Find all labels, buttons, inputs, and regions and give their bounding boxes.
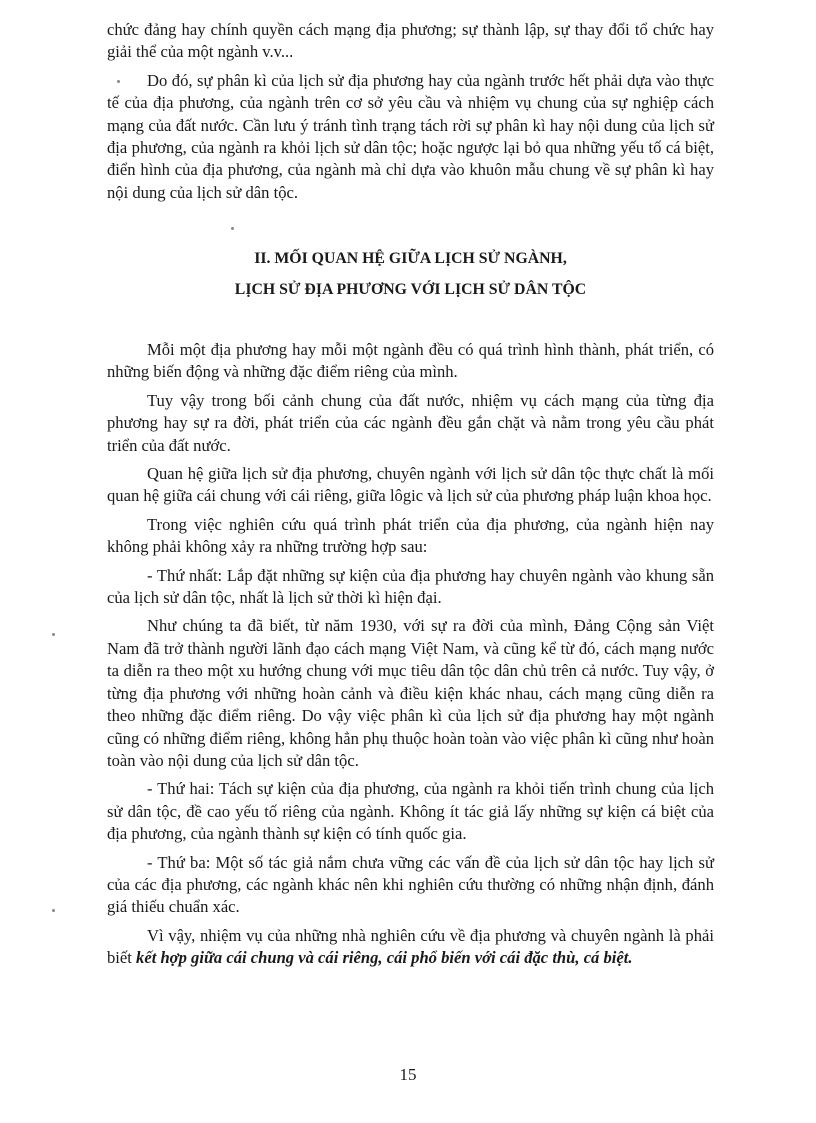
scan-speck [117, 80, 120, 83]
intro-section [107, 19, 714, 204]
list-item-first: - Thứ nhất: Lắp đặt những sự kiện của địa phương hay chuyên ngành vào khung sẵn của lịch sử dân tộc, nhất là lịch sử thời kì hiện đại. [107, 565, 714, 608]
body-paragraph: Như chúng ta đã biết, từ năm 1930, với sự ra đời của mình, Đảng Cộng sản Việt Nam đã trở thành người lãnh đạo cách mạng Việt Nam, và cũng kể từ đó, cách mạng nước ta diễn ra theo một xu hướng chung với mục tiêu dân tộc dân chủ trên cả nước. Tuy vậy, ở từng địa phương với những hoàn cảnh và điều kiện khác nhau, cách mạng cũng diễn ra theo những đặc điểm riêng. Do vậy việc phân kì của lịch sử địa phương hay một ngành cũng có những điểm riêng, không hẳn phụ thuộc hoàn toàn vào việc phân kì cũng như hoàn toàn vào nội dung của lịch sử dân tộc. [107, 616, 714, 770]
conclusion-lead-text: Vì vậy, nhiệm vụ của những nhà nghiên cứu về địa phương và chuyên ngành là phải biết [107, 925, 714, 968]
section-heading-line-1: II. MỐI QUAN HỆ GIỮA LỊCH SỬ NGÀNH, [254, 250, 567, 267]
body-paragraph: Quan hệ giữa lịch sử địa phương, chuyên ngành với lịch sử dân tộc thực chất là mối quan hệ giữa cái chung với cái riêng, giữa lôgic và lịch sử của phương pháp luận khoa học. [107, 464, 714, 506]
body-paragraph: Mỗi một địa phương hay mỗi một ngành đều có quá trình hình thành, phát triển, có những biến động và những đặc điểm riêng của mình. [107, 340, 714, 382]
scan-speck [52, 909, 55, 912]
list-item-second: - Thứ hai: Tách sự kiện của địa phương, của ngành ra khỏi tiến trình chung của lịch sử dân tộc, đề cao yếu tố riêng của ngành. Không ít tác giả lấy những sự kiện cá biệt của địa phương, của ngành thành sự kiện có tính quốc gia. [107, 779, 714, 844]
page-number: 15 [399, 1065, 417, 1084]
body-paragraph: Tuy vậy trong bối cảnh chung của đất nước, nhiệm vụ cách mạng của từng địa phương hay sự ra đời, phát triển của các ngành đều gắn chặt và nằm trong yêu cầu phát triển của đất nước. [107, 390, 714, 455]
intro-paragraph: Do đó, sự phân kì của lịch sử địa phương hay của ngành trước hết phải dựa vào thực tế của địa phương, của ngành trên cơ sở yêu cầu và nhiệm vụ chung của sự nghiệp cách mạng của đất nước. Cần lưu ý tránh tình trạng tách rời sự phân kì hay nội dung của lịch sử địa phương, của ngành ra khỏi lịch sử dân tộc; hoặc ngược lại bỏ qua những yếu tố cá biệt, điển hình của địa phương, của ngành mà chỉ dựa vào khuôn mẫu chung về sự phân kì hay nội dung của lịch sử dân tộc. [107, 70, 714, 202]
body-section [107, 339, 714, 970]
body-paragraph: Trong việc nghiên cứu quá trình phát triển của địa phương, của ngành hiện nay không phải không xảy ra những trường hợp sau: [107, 514, 714, 557]
scan-speck [52, 633, 55, 636]
list-item-third: - Thứ ba: Một số tác giả nắm chưa vững các vấn đề của lịch sử dân tộc hay lịch sử của các địa phương, các ngành khác nên khi nghiên cứu thường có những nhận định, đánh giá thiếu chuẩn xác. [107, 852, 714, 917]
conclusion-paragraph [107, 925, 714, 970]
scan-speck [231, 227, 234, 230]
section-heading-line-2: LỊCH SỬ ĐỊA PHƯƠNG VỚI LỊCH SỬ DÂN TỘC [234, 281, 587, 298]
conclusion-emphasis-text: kết hợp giữa cái chung và cái riêng, cái phổ biến với cái đặc thù, cá biệt. [136, 948, 633, 968]
intro-paragraph-continued: chức đảng hay chính quyền cách mạng địa phương; sự thành lập, sự thay đổi tổ chức hay giải thể của một ngành v.v... [107, 20, 714, 62]
